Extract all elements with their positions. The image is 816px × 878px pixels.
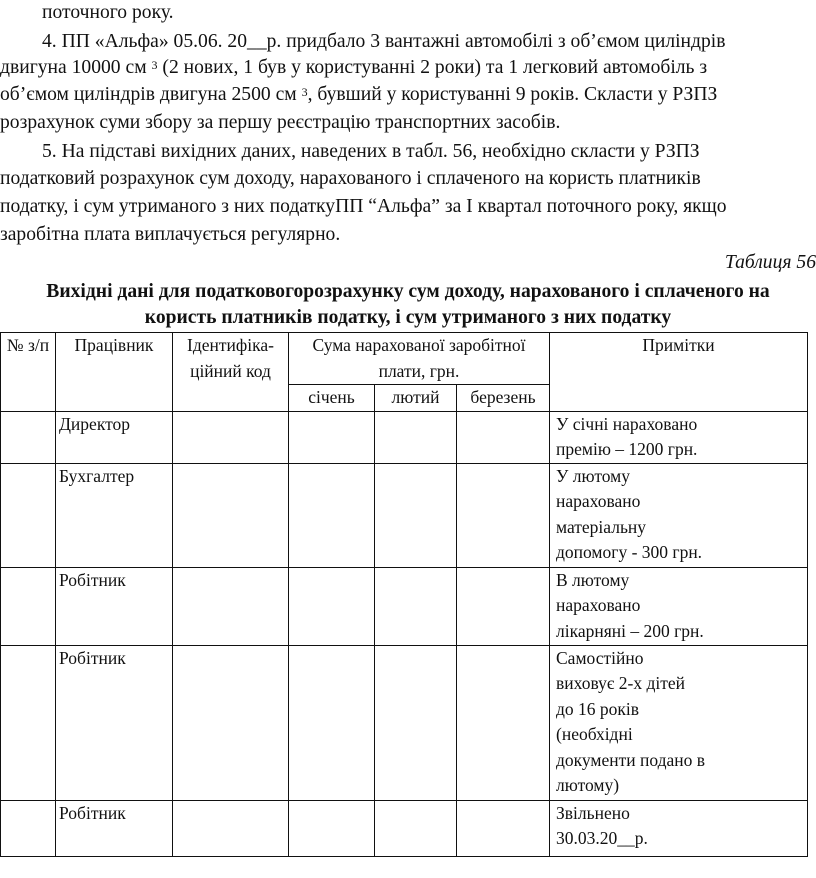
task4-text-4: розрахунок суми збору за першу реєстрацію транспортних засобів. bbox=[0, 112, 561, 133]
cell-note: Самостійно виховує 2-х дітей до 16 років (необхідні документи подано в лютому) bbox=[550, 645, 808, 800]
cell-feb bbox=[375, 800, 457, 856]
cell-note: У січні нараховано премію – 1200 грн. bbox=[550, 411, 808, 463]
cell-num bbox=[1, 567, 56, 645]
cell-note: В лютому нараховано лікарняні – 200 грн. bbox=[550, 567, 808, 645]
cell-jan bbox=[289, 463, 375, 567]
cell-id-code bbox=[173, 463, 289, 567]
cell-id-code bbox=[173, 800, 289, 856]
task5-line-1 bbox=[0, 139, 816, 165]
cell-mar bbox=[457, 800, 550, 856]
task4-text-2b: (2 нових, 1 був у користуванні 2 роки) та 1 легковий автомобіль з bbox=[157, 57, 708, 78]
table-row bbox=[1, 463, 808, 567]
task4-line-1 bbox=[0, 29, 816, 55]
task5-text-3: податку, і сум утриманого з них податкуПП “Альфа” за І квартал поточного року, якщо bbox=[0, 196, 727, 217]
header-employee: Працівник bbox=[56, 333, 173, 412]
table-row bbox=[1, 645, 808, 800]
task4-line-2 bbox=[0, 55, 816, 81]
text-line-continuation bbox=[0, 0, 816, 26]
task4-text-1: 4. ПП «Альфа» 05.06. 20__р. придбало 3 вантажні автомобілі з об’ємом циліндрів bbox=[42, 31, 726, 52]
cell-num bbox=[1, 463, 56, 567]
cell-jan bbox=[289, 567, 375, 645]
task4-line-4 bbox=[0, 110, 816, 136]
cell-note: У лютому нараховано матеріальну допомогу - 300 грн. bbox=[550, 463, 808, 567]
salary-table bbox=[0, 332, 808, 857]
cell-feb bbox=[375, 645, 457, 800]
cell-mar bbox=[457, 411, 550, 463]
task4-line-3 bbox=[0, 82, 816, 108]
superscript-3b: 3 bbox=[301, 85, 308, 99]
header-month-feb: лютий bbox=[375, 385, 457, 412]
table-title-line-2: користь платників податку, і сум утриманого з них податку bbox=[144, 307, 672, 328]
task5-text-2: податковий розрахунок сум доходу, нарахованого і сплаченого на користь платників bbox=[0, 168, 701, 189]
table-row bbox=[1, 411, 808, 463]
cell-feb bbox=[375, 463, 457, 567]
header-month-jan: січень bbox=[289, 385, 375, 412]
task5-text-4: заробітна плата виплачується регулярно. bbox=[0, 224, 341, 245]
cell-jan bbox=[289, 411, 375, 463]
cell-id-code bbox=[173, 411, 289, 463]
task4-text-2a: двигуна 10000 см bbox=[0, 57, 147, 78]
task5-line-2 bbox=[0, 166, 816, 192]
cell-note: Звільнено 30.03.20__р. bbox=[550, 800, 808, 856]
cell-id-code bbox=[173, 567, 289, 645]
cell-num bbox=[1, 645, 56, 800]
header-id-code: Ідентифіка-ційний код bbox=[173, 333, 289, 412]
header-num: № з/п bbox=[1, 333, 56, 412]
table-row bbox=[1, 800, 808, 856]
table-caption: Таблиця 56 bbox=[724, 252, 816, 273]
cell-feb bbox=[375, 411, 457, 463]
cell-employee: Директор bbox=[56, 411, 173, 463]
cell-employee: Робітник bbox=[56, 800, 173, 856]
header-notes: Примітки bbox=[550, 333, 808, 412]
cell-jan bbox=[289, 800, 375, 856]
cell-jan bbox=[289, 645, 375, 800]
header-salary-group: Сума нарахованої заробітної плати, грн. bbox=[289, 333, 550, 385]
cell-num bbox=[1, 800, 56, 856]
cell-employee: Робітник bbox=[56, 567, 173, 645]
table-header-row bbox=[1, 333, 808, 385]
task4-text-3a: об’ємом циліндрів двигуна 2500 см bbox=[0, 84, 297, 105]
cell-id-code bbox=[173, 645, 289, 800]
superscript-3: 3 bbox=[151, 58, 158, 72]
task5-line-3 bbox=[0, 194, 816, 220]
cell-mar bbox=[457, 645, 550, 800]
continuation-text: поточного року. bbox=[42, 2, 174, 23]
header-month-mar: березень bbox=[457, 385, 550, 412]
cell-mar bbox=[457, 567, 550, 645]
cell-employee: Робітник bbox=[56, 645, 173, 800]
cell-feb bbox=[375, 567, 457, 645]
task4-text-3b: , бувший у користуванні 9 років. Скласти у РЗПЗ bbox=[307, 84, 718, 105]
table-row bbox=[1, 567, 808, 645]
task5-line-4 bbox=[0, 222, 816, 248]
table-title-line-1: Вихідні дані для податковогорозрахунку сум доходу, нарахованого і сплаченого на bbox=[46, 281, 770, 302]
cell-employee: Бухгалтер bbox=[56, 463, 173, 567]
task5-text-1: 5. На підставі вихідних даних, наведених в табл. 56, необхідно скласти у РЗПЗ bbox=[42, 141, 700, 162]
cell-num bbox=[1, 411, 56, 463]
cell-mar bbox=[457, 463, 550, 567]
